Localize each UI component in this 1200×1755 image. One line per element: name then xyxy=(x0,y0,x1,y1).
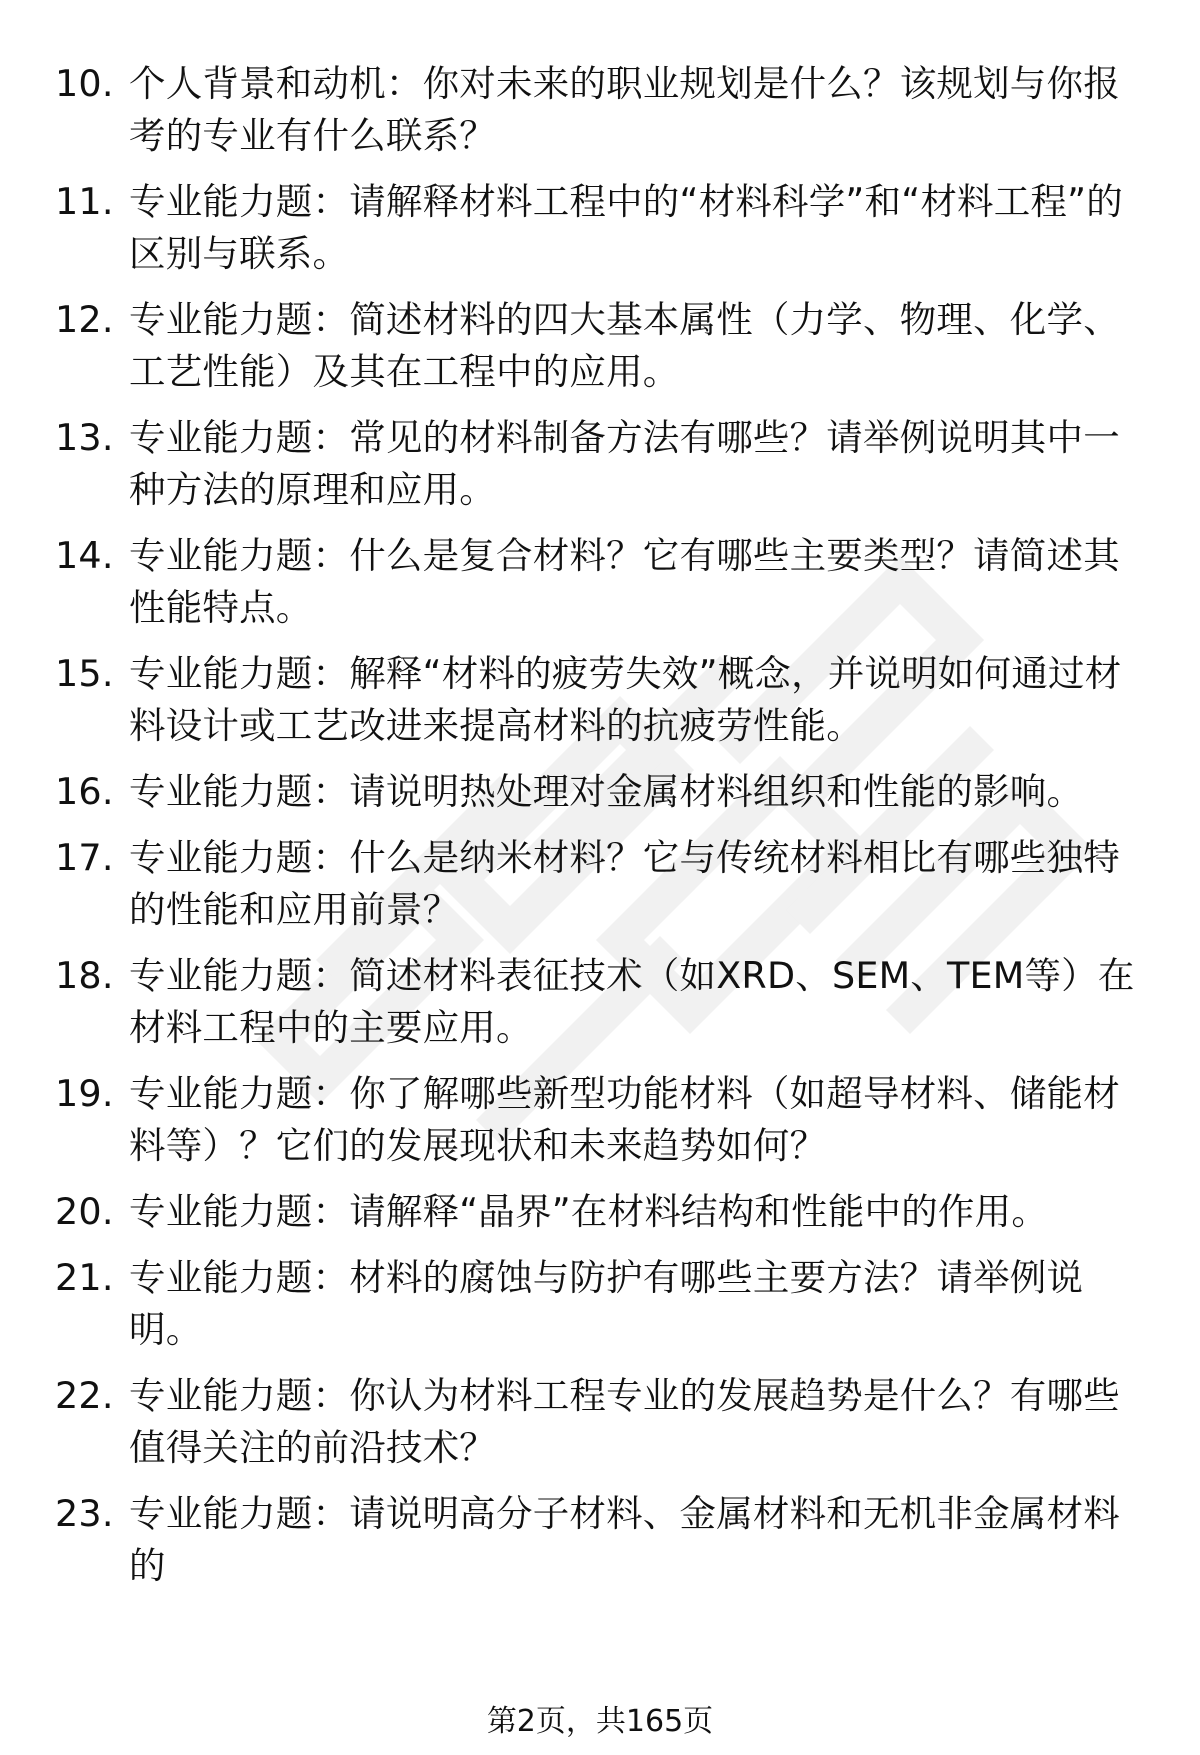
question-number: 11. xyxy=(55,180,114,223)
question-item xyxy=(55,412,1145,516)
question-item xyxy=(55,1186,1145,1238)
question-text: 专业能力题：你认为材料工程专业的发展趋势是什么？有哪些值得关注的前沿技术？ xyxy=(129,1374,1120,1469)
question-item xyxy=(55,58,1145,162)
question-number: 10. xyxy=(55,62,114,105)
question-text: 专业能力题：你了解哪些新型功能材料（如超导材料、储能材料等）？它们的发展现状和未来趋势如何？ xyxy=(129,1072,1120,1167)
question-number: 21. xyxy=(55,1256,114,1299)
question-item xyxy=(55,176,1145,280)
question-number: 22. xyxy=(55,1374,114,1417)
question-number: 16. xyxy=(55,770,114,813)
question-number: 23. xyxy=(55,1492,114,1535)
question-text: 个人背景和动机：你对未来的职业规划是什么？该规划与你报考的专业有什么联系？ xyxy=(129,62,1120,157)
question-item xyxy=(55,530,1145,634)
question-list xyxy=(55,58,1145,1592)
question-text: 专业能力题：请说明热处理对金属材料组织和性能的影响。 xyxy=(129,770,1084,813)
question-text: 专业能力题：请解释“晶界”在材料结构和性能中的作用。 xyxy=(129,1190,1049,1233)
question-item xyxy=(55,766,1145,818)
question-number: 17. xyxy=(55,836,114,879)
question-number: 20. xyxy=(55,1190,114,1233)
question-item xyxy=(55,294,1145,398)
question-number: 15. xyxy=(55,652,114,695)
question-item xyxy=(55,832,1145,936)
question-text: 专业能力题：常见的材料制备方法有哪些？请举例说明其中一种方法的原理和应用。 xyxy=(129,416,1120,511)
question-item xyxy=(55,648,1145,752)
question-number: 14. xyxy=(55,534,114,577)
question-number: 18. xyxy=(55,954,114,997)
question-text: 专业能力题：简述材料表征技术（如XRD、SEM、TEM等）在材料工程中的主要应用。 xyxy=(129,954,1135,1049)
question-number: 19. xyxy=(55,1072,114,1115)
question-text: 专业能力题：材料的腐蚀与防护有哪些主要方法？请举例说明。 xyxy=(129,1256,1084,1351)
question-number: 13. xyxy=(55,416,114,459)
question-item xyxy=(55,1252,1145,1356)
question-item xyxy=(55,1370,1145,1474)
question-number: 12. xyxy=(55,298,114,341)
question-item xyxy=(55,1068,1145,1172)
question-text: 专业能力题：简述材料的四大基本属性（力学、物理、化学、工艺性能）及其在工程中的应用。 xyxy=(129,298,1120,393)
page-footer: 第2页，共165页 xyxy=(486,1704,714,1739)
question-text: 专业能力题：请说明高分子材料、金属材料和无机非金属材料的 xyxy=(129,1492,1120,1587)
question-text: 专业能力题：解释“材料的疲劳失效”概念，并说明如何通过材料设计或工艺改进来提高材料的抗疲劳性能。 xyxy=(129,652,1122,747)
question-text: 专业能力题：什么是纳米材料？它与传统材料相比有哪些独特的性能和应用前景？ xyxy=(129,836,1120,931)
question-text: 专业能力题：请解释材料工程中的“材料科学”和“材料工程”的区别与联系。 xyxy=(129,180,1123,275)
question-text: 专业能力题：什么是复合材料？它有哪些主要类型？请简述其性能特点。 xyxy=(129,534,1120,629)
question-item xyxy=(55,1488,1145,1592)
question-item xyxy=(55,950,1145,1054)
